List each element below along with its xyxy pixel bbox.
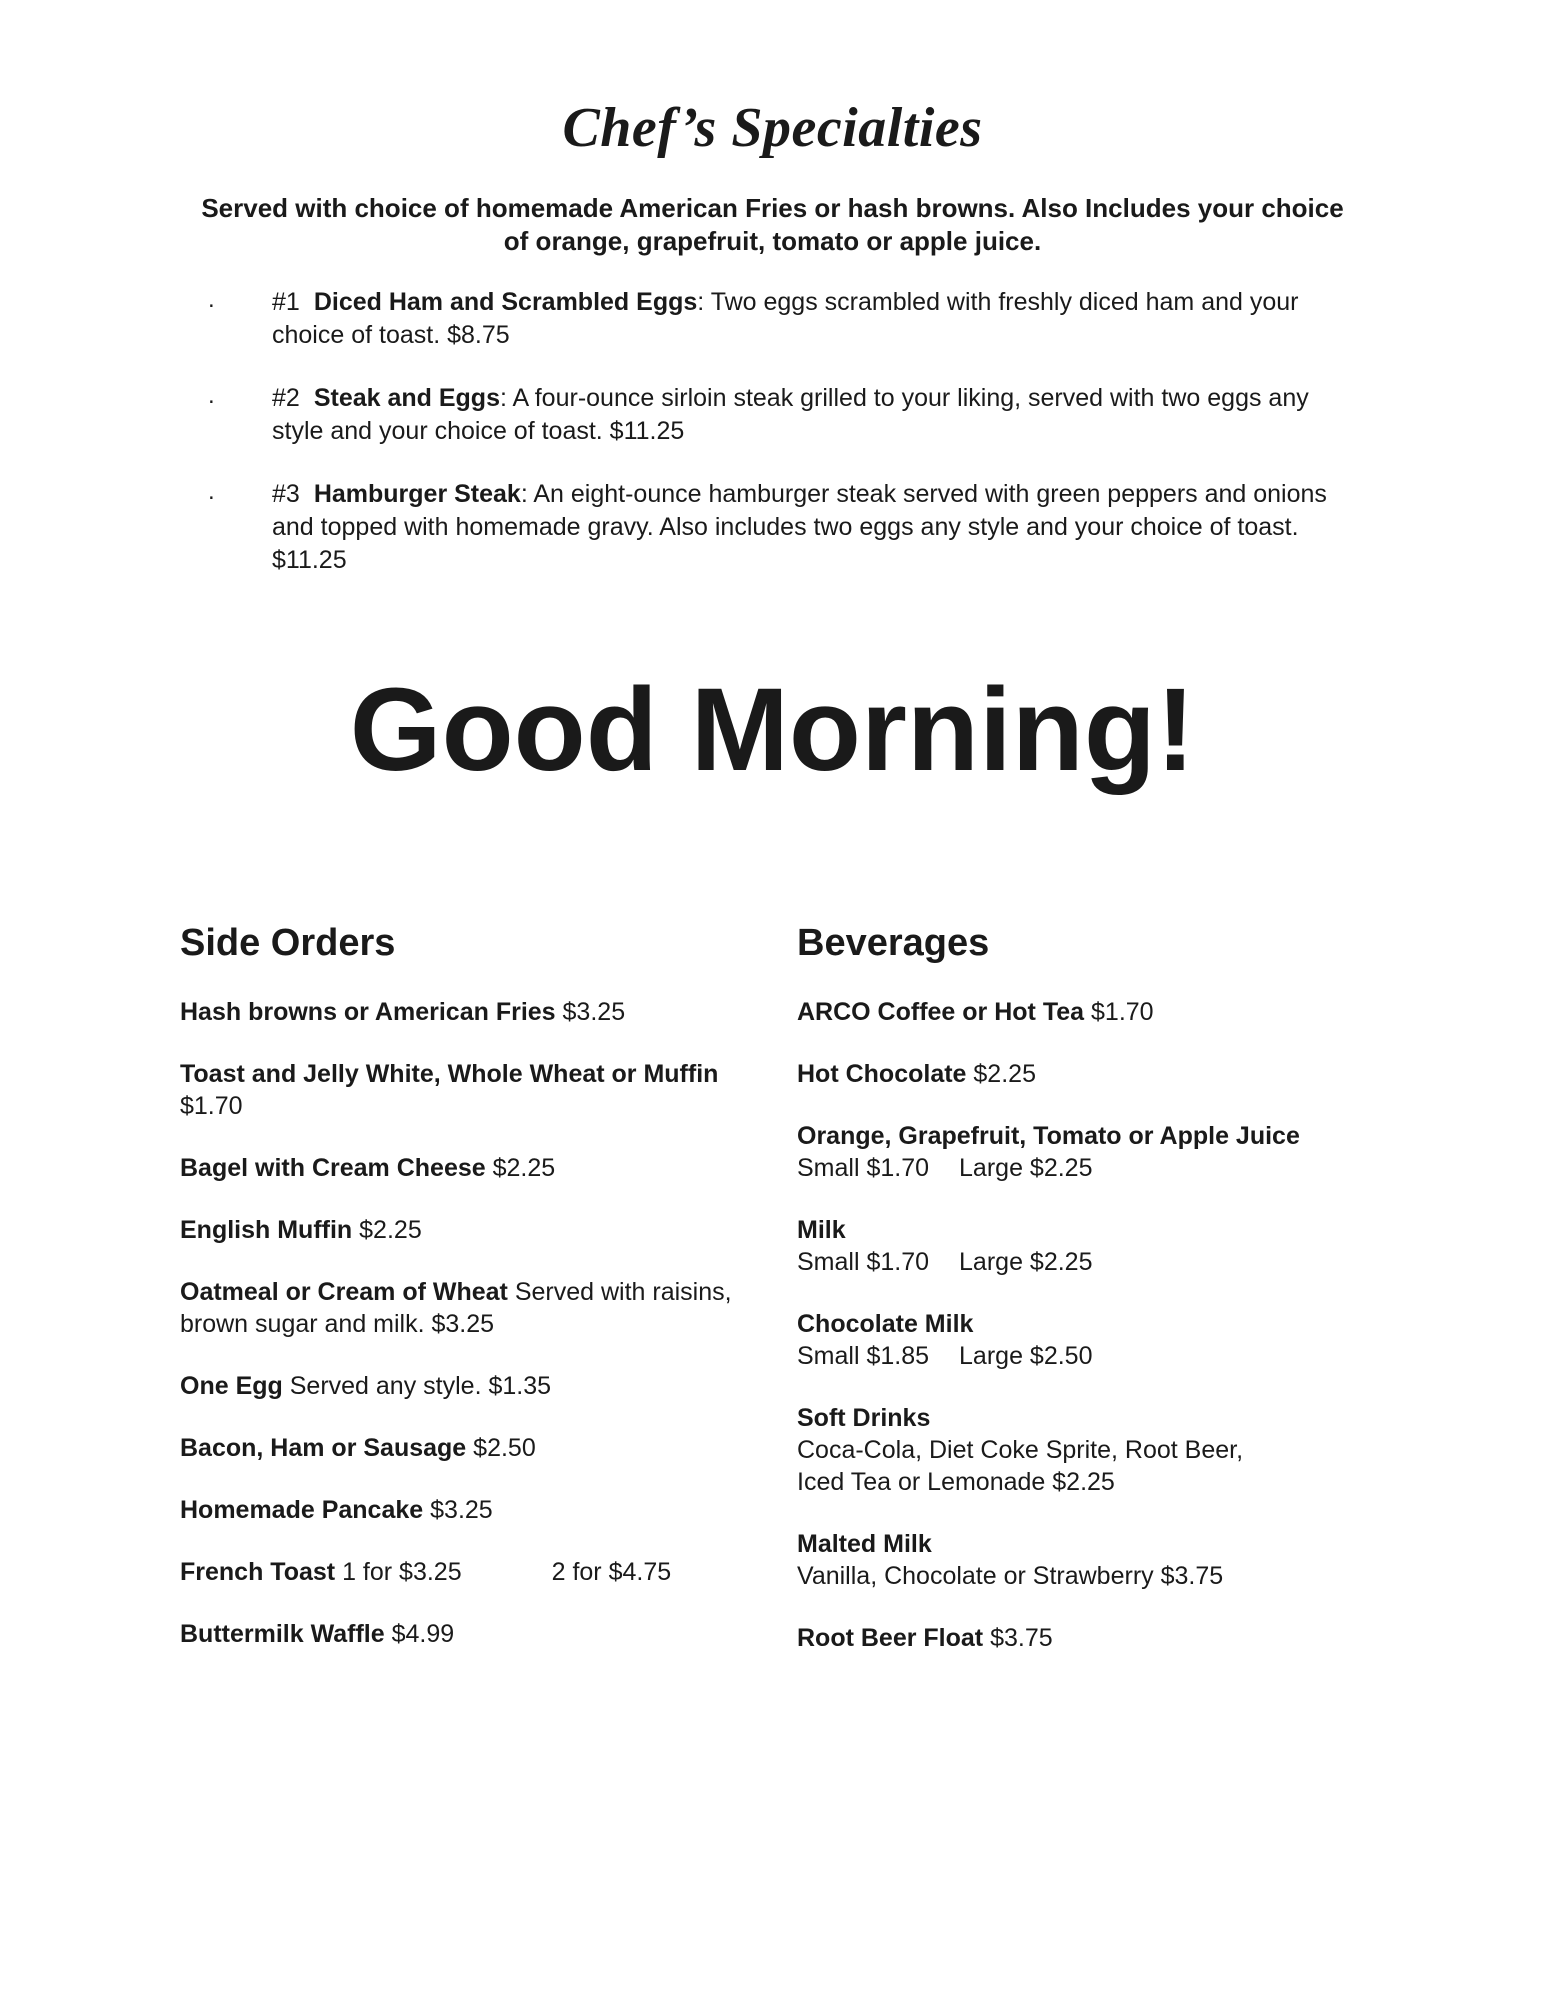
- item-detail: Coca-Cola, Diet Coke Sprite, Root Beer,: [797, 1436, 1244, 1464]
- specialty-description: : An eight-ounce hamburger steak served with green peppers and onions and topped with homemade gravy. Also includes two eggs any style and your choice of toast. $11.25: [272, 480, 1327, 574]
- item-detail: $2.25: [492, 1154, 556, 1182]
- item-price-large: Large $2.50: [959, 1342, 1093, 1370]
- item-detail: $1.70: [180, 1092, 243, 1120]
- item-price-small: Small $1.70: [797, 1248, 930, 1276]
- chef-specialties-intro: Served with choice of homemade American Fries or hash browns. Also Includes your choice of orange, grapefruit, tomato or apple juice.: [201, 193, 1344, 256]
- side-orders-column: [180, 920, 760, 1680]
- item-name: English Muffin: [180, 1216, 353, 1244]
- chef-specialties-title: Chef’s Specialties: [562, 97, 983, 159]
- item-price-small: Small $1.70: [797, 1154, 930, 1182]
- item-detail-secondary: 2 for $4.75: [551, 1558, 672, 1586]
- item-detail: $3.25: [430, 1496, 493, 1524]
- bullet-mark: .: [208, 382, 215, 409]
- specialty-number: #1: [272, 288, 300, 316]
- menu-item: [180, 1152, 760, 1184]
- menu-item: [180, 1556, 760, 1588]
- item-name: Chocolate Milk: [797, 1310, 974, 1338]
- specialty-name: Diced Ham and Scrambled Eggs: [313, 288, 698, 316]
- item-name: Hash browns or American Fries: [180, 998, 556, 1026]
- item-detail: $1.70: [1091, 998, 1154, 1026]
- specialty-number: #3: [272, 480, 300, 508]
- menu-item: [180, 996, 760, 1028]
- item-detail: $3.25: [562, 998, 626, 1026]
- menu-item: [180, 1370, 760, 1402]
- item-price-large: Large $2.25: [959, 1248, 1093, 1276]
- menu-item: [797, 1528, 1417, 1592]
- menu-item: [180, 1276, 760, 1340]
- item-detail: Vanilla, Chocolate or Strawberry $3.75: [797, 1562, 1224, 1590]
- item-price-large: Large $2.25: [959, 1154, 1093, 1182]
- menu-item: [797, 1214, 1417, 1278]
- menu-item: [797, 1622, 1417, 1654]
- menu-item: [180, 1432, 760, 1464]
- bullet-mark: .: [208, 286, 215, 313]
- item-name: Buttermilk Waffle: [180, 1620, 385, 1648]
- menu-item: [797, 1308, 1417, 1372]
- menu-item: [797, 1120, 1417, 1184]
- item-price-small: Small $1.85: [797, 1342, 930, 1370]
- item-detail: $2.25: [359, 1216, 422, 1244]
- specialty-item: [0, 286, 1545, 382]
- item-name: Oatmeal or Cream of Wheat: [180, 1278, 508, 1306]
- menu-item: [180, 1214, 760, 1246]
- item-name: Bagel with Cream Cheese: [180, 1154, 486, 1182]
- item-name: Soft Drinks: [797, 1404, 931, 1432]
- item-name: Bacon, Ham or Sausage: [180, 1434, 467, 1462]
- menu-item: [797, 1402, 1417, 1498]
- item-name: Root Beer Float: [797, 1624, 984, 1652]
- item-detail: Served any style. $1.35: [289, 1372, 552, 1400]
- item-name: Orange, Grapefruit, Tomato or Apple Juice: [797, 1122, 1300, 1150]
- specialty-name: Hamburger Steak: [313, 480, 521, 508]
- item-detail: $3.75: [990, 1624, 1053, 1652]
- item-name: Milk: [797, 1216, 846, 1244]
- item-detail: Served with raisins, brown sugar and milk. $3.25: [180, 1278, 732, 1338]
- specialty-item: [0, 478, 1545, 598]
- item-name: ARCO Coffee or Hot Tea: [797, 998, 1085, 1026]
- menu-item: [180, 1618, 760, 1650]
- item-detail: $2.25: [973, 1060, 1036, 1088]
- specialty-description: : Two eggs scrambled with freshly diced ham and your choice of toast. $8.75: [272, 288, 1299, 349]
- beverages-heading: Beverages: [797, 922, 990, 964]
- specialty-number: #2: [272, 384, 300, 412]
- item-name: One Egg: [180, 1372, 283, 1400]
- item-name: Toast and Jelly White, Whole Wheat or Muffin: [180, 1060, 719, 1088]
- good-morning-heading: Good Morning!: [349, 664, 1196, 796]
- beverages-column: [797, 920, 1417, 1684]
- menu-item: [180, 1494, 760, 1526]
- menu-item: [797, 1058, 1417, 1090]
- side-orders-heading: Side Orders: [180, 922, 396, 964]
- item-detail: 1 for $3.25: [342, 1558, 462, 1586]
- menu-item: [180, 1058, 760, 1122]
- item-name: French Toast: [180, 1558, 336, 1586]
- item-name: Malted Milk: [797, 1530, 932, 1558]
- bullet-mark: .: [208, 478, 215, 505]
- item-detail: $2.50: [473, 1434, 536, 1462]
- menu-item: [797, 996, 1417, 1028]
- specialty-item: [0, 382, 1545, 478]
- chef-specialties-list: [0, 286, 1545, 598]
- item-detail: $4.99: [391, 1620, 455, 1648]
- item-name: Hot Chocolate: [797, 1060, 967, 1088]
- item-name: Homemade Pancake: [180, 1496, 424, 1524]
- specialty-description: : A four-ounce sirloin steak grilled to your liking, served with two eggs any style and your choice of toast. $11.25: [272, 384, 1309, 445]
- item-detail: Iced Tea or Lemonade $2.25: [797, 1468, 1115, 1496]
- specialty-name: Steak and Eggs: [313, 384, 500, 412]
